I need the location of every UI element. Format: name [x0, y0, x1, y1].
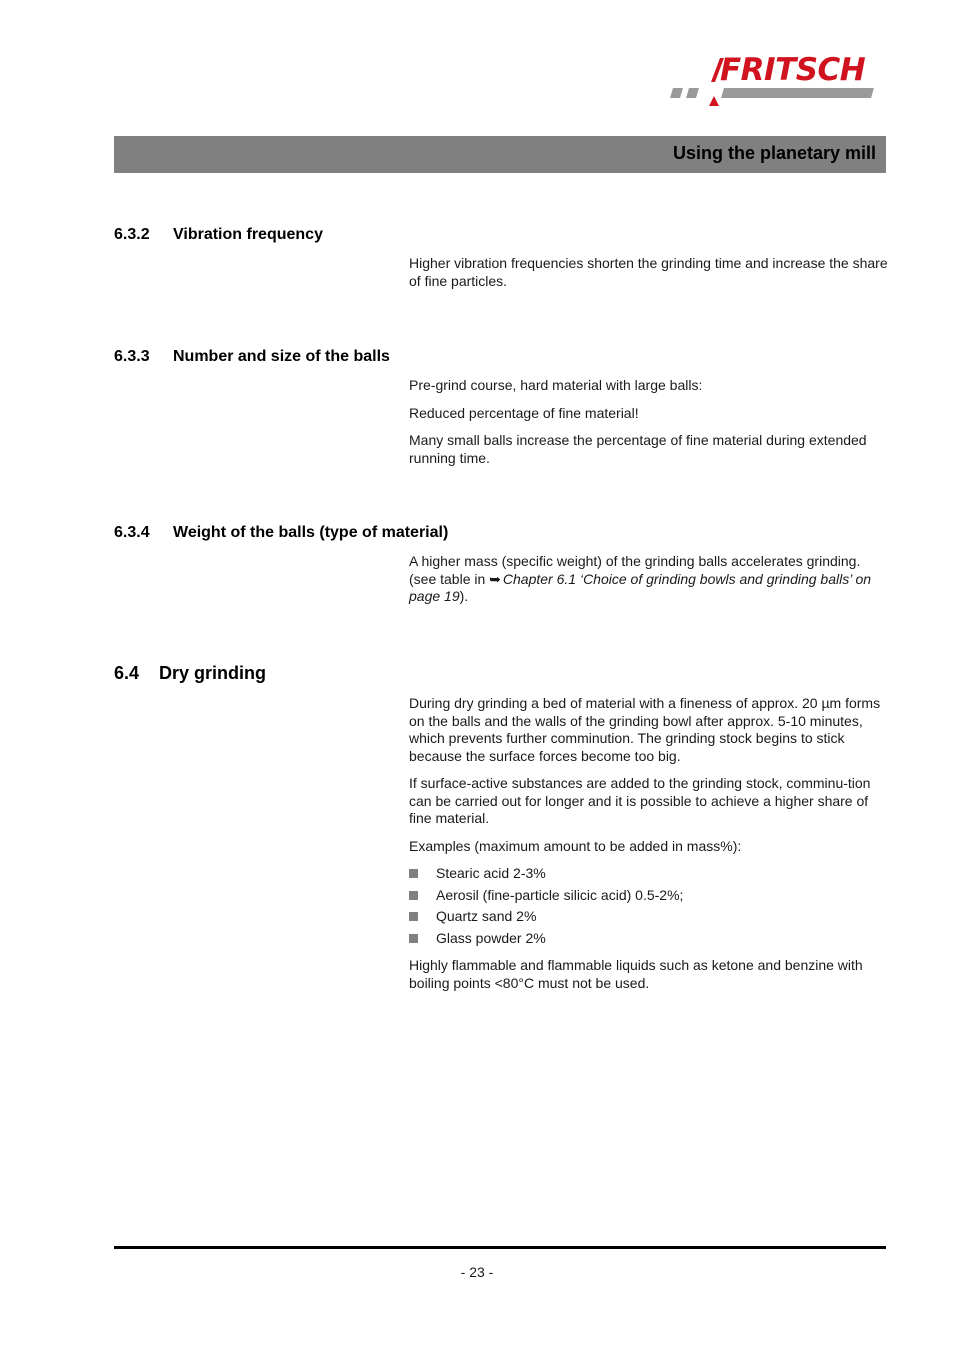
- section-number: 6.3.2: [114, 226, 150, 243]
- section-number: 6.3.3: [114, 348, 150, 365]
- list-item-text: Aerosil (fine-particle silicic acid) 0.5-2%;: [436, 886, 684, 903]
- logo-wordmark: FRITSCH: [720, 52, 866, 88]
- section-body-6-3-4: [409, 553, 889, 616]
- list-item: [409, 930, 889, 948]
- section-heading-6-3-4: [114, 523, 448, 543]
- paragraph-text: ).: [459, 588, 469, 604]
- section-title: Vibration frequency: [173, 226, 323, 243]
- fritsch-logo: [668, 52, 888, 110]
- paragraph: Higher vibration frequencies shorten the grinding time and increase the share of fine particles.: [409, 255, 888, 289]
- list-item: [409, 865, 889, 883]
- bullet-square-icon: [409, 912, 418, 921]
- section-body-6-3-2: [409, 255, 889, 300]
- link-arrow-icon: ➥: [489, 570, 501, 587]
- bullet-square-icon: [409, 891, 418, 900]
- paragraph: If surface-active substances are added to the grinding stock, comminu-tion can be carried out for longer and it is possible to achieve a higher share of fine material.: [409, 775, 871, 826]
- page-number: - 23 -: [460, 1264, 494, 1280]
- paragraph: Pre-grind course, hard material with large balls:: [409, 377, 703, 393]
- chapter-header-bar: [114, 136, 886, 173]
- examples-list: [409, 865, 889, 947]
- section-title: Weight of the balls (type of material): [173, 524, 449, 541]
- chapter-link[interactable]: Chapter 6.1 ‘Choice of grinding bowls and grinding balls’ on page 19: [409, 570, 872, 604]
- chapter-title: Using the planetary mill: [672, 143, 876, 163]
- section-heading-6-3-2: [114, 225, 323, 245]
- section-heading-6-3-3: [114, 347, 390, 367]
- paragraph: Many small balls increase the percentage of fine material during extended running time.: [409, 432, 867, 466]
- section-title: Dry grinding: [159, 663, 266, 683]
- paragraph: Examples (maximum amount to be added in mass%):: [409, 837, 742, 854]
- paragraph: [409, 553, 889, 606]
- paragraph: During dry grinding a bed of material with a fineness of approx. 20 µm forms on the balls and the walls of the grinding bowl after approx. 5-10 minutes, which prevents further comminution. The grinding stock begins to stick because the surface forces become too big.: [409, 695, 881, 764]
- section-heading-6-4: [114, 662, 266, 684]
- paragraph: Highly flammable and flammable liquids such as ketone and benzine with boiling points <80°C must not be used.: [409, 957, 863, 991]
- section-number: 6.3.4: [114, 524, 150, 541]
- paragraph-text: A higher mass (specific weight) of the grinding balls accelerates grinding. (see table in: [409, 553, 861, 587]
- section-body-6-3-3: [409, 377, 889, 477]
- list-item: [409, 908, 889, 926]
- footer-rule: [114, 1246, 886, 1249]
- section-number: 6.4: [114, 663, 140, 683]
- list-item: [409, 887, 889, 905]
- section-title: Number and size of the balls: [173, 348, 390, 365]
- list-item-text: Stearic acid 2-3%: [436, 865, 546, 881]
- bullet-square-icon: [409, 934, 418, 943]
- section-body-6-4: [409, 695, 889, 1002]
- paragraph: Reduced percentage of fine material!: [409, 404, 639, 421]
- bullet-square-icon: [409, 869, 418, 878]
- list-item-text: Quartz sand 2%: [436, 908, 537, 924]
- list-item-text: Glass powder 2%: [436, 929, 546, 946]
